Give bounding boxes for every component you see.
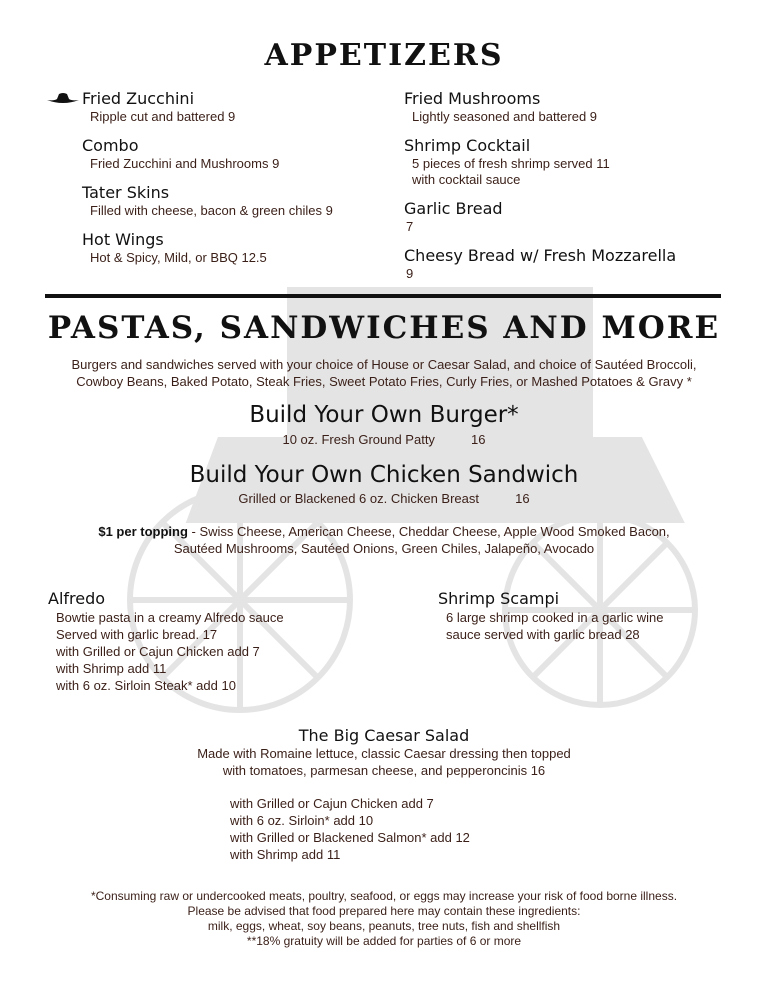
caesar-addon: with Shrimp add 11 bbox=[230, 847, 341, 862]
caesar-desc-line: Made with Romaine lettuce, classic Caesar dressing then topped bbox=[197, 746, 571, 761]
item-name: Combo bbox=[82, 136, 139, 155]
caesar-addons bbox=[230, 795, 470, 863]
topping-info bbox=[0, 523, 768, 557]
alfredo-line: Served with garlic bread. 17 bbox=[56, 627, 218, 642]
appetizer-item bbox=[82, 183, 333, 219]
burger-title: Build Your Own Burger* bbox=[249, 402, 519, 428]
caesar-addon: with Grilled or Cajun Chicken add 7 bbox=[230, 796, 434, 811]
scampi-title: Shrimp Scampi bbox=[438, 589, 560, 608]
sides-intro bbox=[0, 356, 768, 390]
alfredo-line: with 6 oz. Sirloin Steak* add 10 bbox=[56, 678, 236, 693]
item-desc: with cocktail sauce bbox=[412, 172, 521, 187]
item-desc: Filled with cheese, bacon & green chiles 9 bbox=[90, 203, 333, 218]
intro-line: Burgers and sandwiches served with your choice of House or Caesar Salad, and choice of Sautéed Broccoli, bbox=[71, 357, 697, 372]
caesar-addon: with Grilled or Blackened Salmon* add 12 bbox=[230, 830, 470, 845]
alfredo-line: with Grilled or Cajun Chicken add 7 bbox=[56, 644, 260, 659]
appetizer-item bbox=[82, 136, 279, 172]
item-name: Shrimp Cocktail bbox=[404, 136, 531, 155]
item-name: Garlic Bread bbox=[404, 199, 503, 218]
appetizers-heading: APPETIZERS bbox=[264, 38, 504, 73]
footer-line: **18% gratuity will be added for parties of 6 or more bbox=[246, 934, 522, 948]
intro-line: Cowboy Beans, Baked Potato, Steak Fries, Sweet Potato Fries, Curly Fries, or Mashed Potatoes & Gravy * bbox=[76, 374, 692, 389]
item-price: 7 bbox=[406, 219, 414, 234]
appetizer-item bbox=[404, 246, 676, 282]
scampi-item bbox=[438, 589, 664, 643]
appetizer-item bbox=[404, 136, 610, 188]
item-desc: Ripple cut and battered 9 bbox=[90, 109, 236, 124]
pastas-heading: PASTAS, SANDWICHES AND MORE bbox=[47, 310, 721, 346]
alfredo-line: Bowtie pasta in a creamy Alfredo sauce bbox=[56, 610, 284, 625]
chicken-sub: Grilled or Blackened 6 oz. Chicken Breast 16 bbox=[238, 491, 530, 506]
appetizer-item bbox=[404, 89, 597, 125]
topping-line: - Swiss Cheese, American Cheese, Cheddar Cheese, Apple Wood Smoked Bacon, bbox=[187, 524, 670, 539]
caesar-desc bbox=[0, 745, 768, 779]
caesar-desc-line: with tomatoes, parmesan cheese, and pepperoncinis 16 bbox=[222, 763, 546, 778]
alfredo-item bbox=[48, 589, 284, 694]
alfredo-title: Alfredo bbox=[48, 589, 106, 608]
section-divider bbox=[45, 294, 721, 298]
topping-label: $1 per topping bbox=[98, 524, 188, 539]
footer-line: Please be advised that food prepared here may contain these ingredients: bbox=[187, 904, 581, 918]
caesar-addon: with 6 oz. Sirloin* add 10 bbox=[230, 813, 374, 828]
chicken-title: Build Your Own Chicken Sandwich bbox=[189, 462, 579, 488]
alfredo-line: with Shrimp add 11 bbox=[56, 661, 167, 676]
burger-sub: 10 oz. Fresh Ground Patty 16 bbox=[282, 432, 486, 447]
item-desc: Fried Zucchini and Mushrooms 9 bbox=[90, 156, 280, 171]
item-price: 9 bbox=[406, 266, 414, 281]
item-desc: Hot & Spicy, Mild, or BBQ 12.5 bbox=[90, 250, 267, 265]
topping-line: Sautéed Mushrooms, Sautéed Onions, Green Chiles, Jalapeño, Avocado bbox=[173, 541, 595, 556]
footer-line: milk, eggs, wheat, soy beans, peanuts, tree nuts, fish and shellfish bbox=[207, 919, 561, 933]
appetizer-item bbox=[82, 230, 267, 266]
caesar-title: The Big Caesar Salad bbox=[298, 726, 470, 745]
appetizer-item bbox=[404, 199, 503, 235]
scampi-line: sauce served with garlic bread 28 bbox=[446, 627, 640, 642]
item-desc: Lightly seasoned and battered 9 bbox=[412, 109, 598, 124]
item-name: Fried Mushrooms bbox=[404, 89, 541, 108]
item-name: Tater Skins bbox=[82, 183, 170, 202]
item-name: Hot Wings bbox=[82, 230, 164, 249]
footer-line: *Consuming raw or undercooked meats, poultry, seafood, or eggs may increase your risk of food borne illness. bbox=[90, 889, 678, 903]
item-desc: 5 pieces of fresh shrimp served 11 bbox=[412, 156, 610, 171]
scampi-line: 6 large shrimp cooked in a garlic wine bbox=[446, 610, 664, 625]
cowboy-hat-icon bbox=[46, 92, 80, 106]
item-name: Fried Zucchini bbox=[82, 89, 195, 108]
appetizer-item bbox=[82, 89, 235, 125]
footer-notice bbox=[0, 889, 768, 949]
item-name: Cheesy Bread w/ Fresh Mozzarella bbox=[404, 246, 677, 265]
